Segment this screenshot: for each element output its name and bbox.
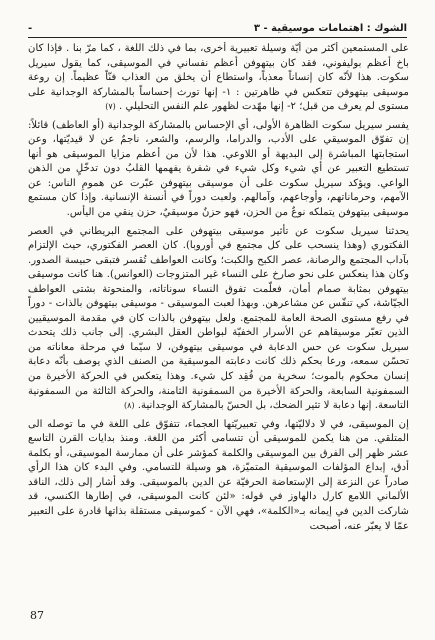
paragraph: على المستمعين أكثر من أيّة وسيلة تعبيرية أخرى، بما في ذلك اللغة ، كما مرّ بنا . فإذا كان باخ أعظم بوليفوني، فقد كان بيتهوفن أعظم نفساني في الموسيقى، كما يقول سيريل سكوت. هذا لأنّه كان إنساناً معذباً، واستطاع أن يخلق من العذاب فنّاً عظيماً. إن روعة موسيقى بيتهوفن تتعكس في ظاهرتين : ١- إنها تورث إحساساً بالمشاركة الوجدانية على مستوى لم يعرف من قبل؛ ٢- إنها مهّدت لظهور علم النفس التحليلي . (٧) [28,43,409,113]
paragraph: يحدثنا سيريل سكوت عن تأثير موسيقى بيتهوفن على المجتمع البريطاني في العصر الفكتوري (وهذا ينسحب على كل مجتمع في أوروبا). كان العصر الفكتوري، حيث الإلتزام بآداب المجتمع والرصانة، عصر الكبح والكبت؛ وكانت العواطف تُقسر فتبقى حبيسة الصدور. وكان هذا ينعكس على نحو صارخ على النساء غير المتزوجات (العوانس). هنا كانت موسيقى بيتهوفن بمثابة صمام أمان، فعلّمت تفوق النساء سوناتاته، والمنحوتة بشتى العواطف الجيّاشة، كي تنفّس عن مشاعرهن. وبهذا لعبت الموسيقى - موسيقى بيتهوفن بالذات - دوراً في رفع مستوى الصحة العامة للمجتمع. ولعل بيتهوفن بالذات كان في مقدمة الموسيقيين الذين تعبّر موسيقاهم عن الأسرار الخفيّة لبواطن العقل البشري. إلى جانب ذلك يتحدث سيريل سكوت عن حس الدعابة في موسيقى بيتهوفن، لا سيّما في مرحلة معاناته من تحسّن سمعه، ورعا بحكم ذلك كانت دعابته الموسيقية من الصنف الذي يوصف بأنّه دعابة إنسان محكوم بالموت؛ سخرية من فُقِد كل شيء. وهذا يتعكس في الحركة الأخيرة من السمفونية السابعة، والحركة الأخيرة من السمفونية الثامنة، والحركة الثالثة من السمفونية التاسعة. إنها دعابة لا تثير الضحك، بل الحسّ بالمشاركة الوجدانية. (٨) [28,225,409,412]
footnote-ref: (٧) [105,102,116,112]
header-title: الشوك : اهتمامات موسيقية - ٣ [253,23,407,34]
paragraph: إن الموسيقى، في لا دلاليّتها، وفي تعبيريّتها العجماء، تتفوّق على اللغة في ما توصله الى المتلقي. من هنا يكمن للموسيقى أن تتسامى أكثر من اللغة. ومنذ بدايات القرن التاسع عشر ظهر إلى الفرق بين الموسيقى والكلمة كمؤشر على أن ممارسة الموسيقى، أو بكلمة أدق، إبداع المؤلفات الموسيقية المتميّزة، هو وسيلة للتسامي. وفي البدء كان هذا الرأي صادراً عن النزعة إلى الإستعاضة الحرفيّة عن الدين بالموسيقى. وقد أشار إلى ذلك، الناقد الألماني اللامع كارل دالهاوز في قوله: «لئن كانت الموسيقى، في إطارها الكنسي، قد شاركت الدين في إيمانه بـ«الكلمة»، فهي الآن - كموسيقى مستقلة بذاتها قادرة على التعبير عمّا لا يعبّر عنه، أصبحت [28,418,409,532]
footnote-ref: (٨) [123,401,135,411]
paragraph: يفسر سيريل سكوت الظاهرة الأولى، أي الإحساس بالمشاركة الوجدانية (أو العاطف) قائلاً: إن تفوّق الموسيقي على الأدب، والدراما، والرسم، والشعر، ناجمٌ عن لا قيديّتها، وعن استجابتها المباشرة إلى البديهة أو اللاوعي. هذا لأن من أعظم مزايا الموسيقى هو أنها تستطيع التعبير عن أي شيء وكل شيء في شفرة يفهمها القلبُ دون تدخّلٍ من الذهن الواعي. ويؤكد سيريل سكوت على أن موسيقى بيتهوفن عبّرت عن همومِ الناس: عن الآمهم، وحرماناتهم، وأوجاعهم، وآمالهم. ولعبت دوراً في أنسنة الإنسانية. وإذا كان مستمع موسيقى بيتهوفن يتملكه نوعٌ من الحزن، فهو حزنٌ موسيقيٌ، حزن ينقي من اليأس. [28,119,409,219]
page-number: 87 [30,609,44,622]
running-header [28,12,407,38]
body-text [28,42,409,600]
header-mark: - [28,23,33,34]
